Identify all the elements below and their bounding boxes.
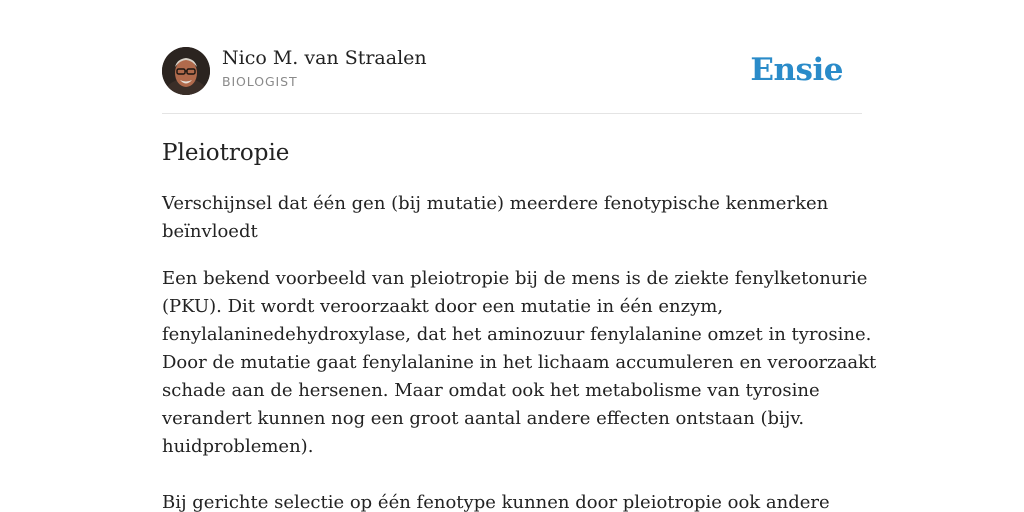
body-line: verandert kunnen nog een groot aantal andere effecten ontstaan (bijv. bbox=[162, 408, 805, 429]
entry-definition bbox=[162, 190, 862, 246]
author-name[interactable]: Nico M. van Straalen bbox=[222, 47, 427, 69]
body-paragraph bbox=[162, 489, 862, 512]
body-line: Bij gerichte selectie op één fenotype kunnen door pleiotropie ook andere bbox=[162, 492, 830, 512]
author-portrait-icon bbox=[162, 47, 210, 95]
definition-line: Verschijnsel dat één gen (bij mutatie) meerdere fenotypische kenmerken bbox=[162, 193, 829, 214]
body-line: fenylalaninedehydroxylase, dat het aminozuur fenylalanine omzet in tyrosine. bbox=[162, 324, 872, 345]
entry-body bbox=[162, 265, 877, 512]
body-line: Door de mutatie gaat fenylalanine in het lichaam accumuleren en veroorzaakt bbox=[162, 352, 877, 373]
author-role: BIOLOGIST bbox=[222, 74, 298, 89]
body-line: schade aan de hersenen. Maar omdat ook het metabolisme van tyrosine bbox=[162, 380, 820, 401]
body-line: (PKU). Dit wordt veroorzaakt door een mutatie in één enzym, bbox=[162, 296, 724, 317]
brand-logo[interactable]: Ensie bbox=[750, 52, 843, 88]
body-line: Een bekend voorbeeld van pleiotropie bij de mens is de ziekte fenylketonurie bbox=[162, 268, 868, 289]
entry-title: Pleiotropie bbox=[162, 140, 290, 166]
body-line: huidproblemen). bbox=[162, 436, 314, 457]
body-paragraph bbox=[162, 265, 877, 461]
entry-card bbox=[162, 0, 877, 512]
card-header bbox=[162, 0, 862, 114]
author-avatar[interactable] bbox=[162, 47, 210, 95]
definition-line: beïnvloedt bbox=[162, 221, 258, 242]
